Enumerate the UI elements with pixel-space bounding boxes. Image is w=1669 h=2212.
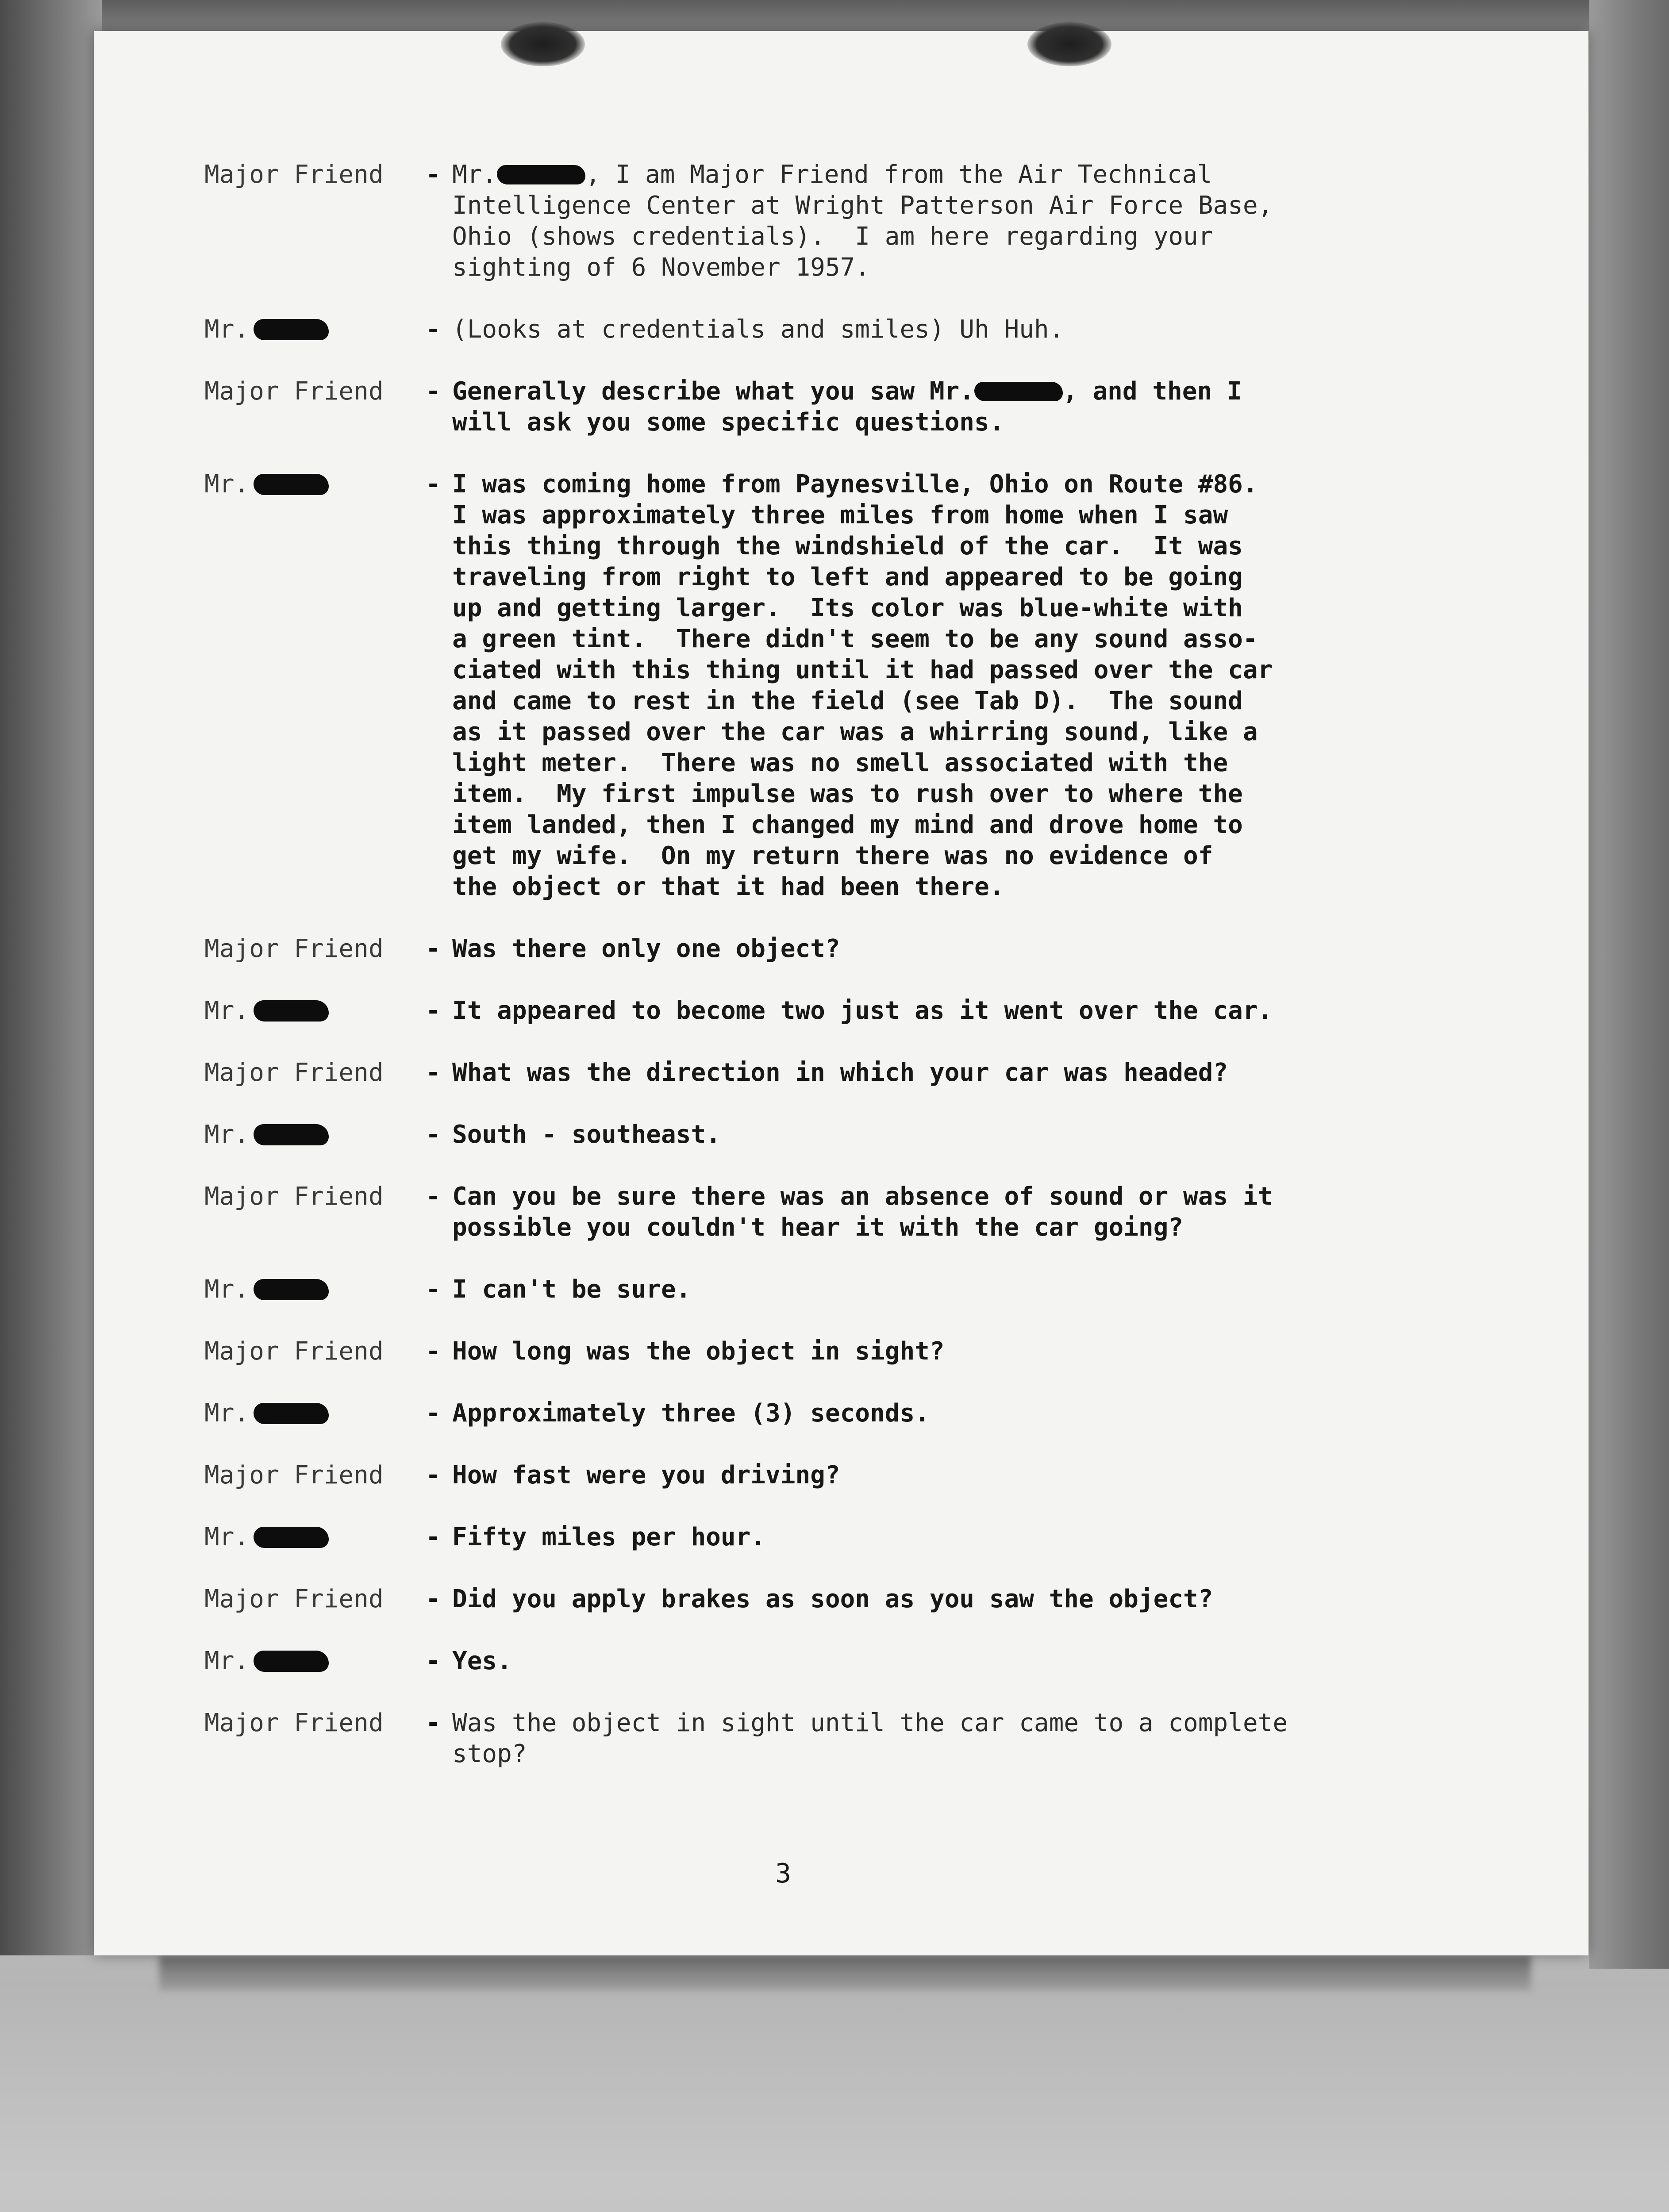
statement-line-text: sighting of 6 November 1957.: [452, 253, 870, 282]
statement-text: [452, 1119, 1488, 1150]
statement-line: [452, 159, 1488, 190]
speaker-label: [204, 995, 426, 1026]
statement-line: [452, 810, 1488, 841]
separator-dash: -: [426, 1461, 441, 1490]
statement-line-text: Can you be sure there was an absence of sound or was it: [452, 1182, 1273, 1211]
statement-line-continuation: , I am Major Friend from the Air Technical: [585, 160, 1212, 189]
statement-line-text: Approximately three (3) seconds.: [452, 1399, 930, 1428]
separator-dash: -: [426, 1275, 441, 1304]
speaker-name: Mr.: [204, 1523, 250, 1551]
statement-text: [452, 1646, 1488, 1677]
speaker-name: Mr.: [204, 996, 250, 1025]
speaker-name: Major Friend: [204, 1461, 384, 1490]
speaker-label: [204, 1398, 426, 1429]
statement-line: [452, 1739, 1488, 1770]
speaker-label: [204, 159, 426, 190]
speaker-label: [204, 1057, 426, 1088]
transcript-entry: [204, 1057, 1488, 1088]
separator-dash: -: [426, 160, 441, 189]
statement-line-text: will ask you some specific questions.: [452, 408, 1004, 437]
separator-dash: -: [426, 377, 441, 406]
statement-line: [452, 748, 1488, 779]
statement-line: [452, 1646, 1488, 1677]
statement-line-text: ciated with this thing until it had passed over the car: [452, 656, 1273, 684]
statement-line-text: Ohio (shows credentials). I am here regarding your: [452, 222, 1213, 251]
statement-line-text: possible you couldn't hear it with the car going?: [452, 1213, 1184, 1242]
statement-line-text: traveling from right to left and appeared to be going: [452, 563, 1243, 591]
statement-line-text: How fast were you driving?: [452, 1461, 840, 1490]
statement-line-continuation: , and then I: [1063, 377, 1242, 406]
statement-text: [452, 314, 1488, 345]
speaker-name: Major Friend: [204, 1709, 384, 1737]
statement-line-text: Fifty miles per hour.: [452, 1523, 766, 1551]
statement-text: [452, 1181, 1488, 1243]
statement-line: [452, 624, 1488, 655]
separator-dash: -: [426, 934, 441, 963]
transcript-entry: [204, 469, 1488, 902]
statement-line: [452, 407, 1488, 438]
transcript-entry: [204, 314, 1488, 345]
statement-line: [452, 872, 1488, 902]
statement-line-text: I was approximately three miles from home when I saw: [452, 501, 1228, 530]
statement-text: [452, 1336, 1488, 1367]
statement-text: [452, 995, 1488, 1026]
speaker-name: Major Friend: [204, 1058, 384, 1087]
separator-dash: -: [426, 315, 441, 344]
speaker-label: [204, 933, 426, 964]
statement-text: [452, 1708, 1488, 1770]
statement-line: [452, 995, 1488, 1026]
statement-line: [452, 1584, 1488, 1615]
redaction-mark: [254, 1527, 329, 1548]
redaction-mark: [254, 1279, 329, 1300]
redaction-mark: [254, 1403, 329, 1424]
punch-hole-right: [1027, 22, 1111, 66]
statement-line: [452, 655, 1488, 686]
speaker-label: [204, 376, 426, 407]
statement-line-text: I can't be sure.: [452, 1275, 691, 1304]
separator-dash: -: [426, 1120, 441, 1149]
transcript-entry: [204, 1398, 1488, 1429]
statement-text: [452, 1584, 1488, 1615]
statement-line: [452, 190, 1488, 221]
statement-text: [452, 1274, 1488, 1305]
speaker-name: Major Friend: [204, 1337, 384, 1366]
transcript-entry: [204, 1336, 1488, 1367]
redaction-mark: [254, 474, 329, 495]
transcript-entry: [204, 1274, 1488, 1305]
page-shadow: [159, 1955, 1531, 1991]
statement-line: [452, 933, 1488, 964]
statement-line-text: Yes.: [452, 1647, 512, 1675]
page-number: 3: [775, 1858, 792, 1889]
scan-background: [0, 1982, 1669, 2212]
statement-text: [452, 933, 1488, 964]
statement-line: [452, 1522, 1488, 1553]
redaction-mark: [254, 1000, 329, 1022]
speaker-name: Mr.: [204, 1275, 250, 1304]
statement-line: [452, 841, 1488, 872]
speaker-name: Major Friend: [204, 160, 384, 189]
transcript-entry: [204, 995, 1488, 1026]
statement-text: [452, 1398, 1488, 1429]
statement-line-text: item. My first impulse was to rush over to where the: [452, 780, 1243, 808]
statement-text: [452, 469, 1488, 902]
statement-line-text: get my wife. On my return there was no evidence of: [452, 841, 1213, 870]
separator-dash: -: [426, 1647, 441, 1675]
speaker-label: [204, 1460, 426, 1491]
statement-line: [452, 500, 1488, 531]
punch-hole-left: [501, 22, 585, 66]
redaction-mark: [254, 1651, 329, 1672]
transcript-entry: [204, 1522, 1488, 1553]
separator-dash: -: [426, 1399, 441, 1428]
statement-text: [452, 1057, 1488, 1088]
statement-line: [452, 562, 1488, 593]
speaker-name: Mr.: [204, 315, 250, 344]
speaker-label: [204, 1181, 426, 1212]
separator-dash: -: [426, 1337, 441, 1366]
separator-dash: -: [426, 1709, 441, 1737]
document-page: [94, 31, 1588, 1955]
statement-line-text: Intelligence Center at Wright Patterson Air Force Base,: [452, 191, 1273, 220]
statement-line: [452, 1336, 1488, 1367]
statement-line-text: Did you apply brakes as soon as you saw the object?: [452, 1585, 1213, 1613]
speaker-label: [204, 1274, 426, 1305]
statement-line: [452, 1274, 1488, 1305]
speaker-label: [204, 469, 426, 500]
statement-line: [452, 1460, 1488, 1491]
statement-line-text: and came to rest in the field (see Tab D). The sound: [452, 687, 1243, 715]
statement-line-text: What was the direction in which your car was headed?: [452, 1058, 1228, 1087]
statement-line: [452, 1708, 1488, 1739]
speaker-name: Mr.: [204, 1647, 250, 1675]
speaker-name: Mr.: [204, 1399, 250, 1428]
statement-line: [452, 1398, 1488, 1429]
statement-line: [452, 686, 1488, 717]
speaker-label: [204, 1646, 426, 1677]
redaction-mark: [497, 165, 585, 184]
speaker-name: Major Friend: [204, 377, 384, 406]
statement-line-text: (Looks at credentials and smiles) Uh Huh.: [452, 315, 1064, 344]
speaker-label: [204, 1584, 426, 1615]
speaker-name: Mr.: [204, 1120, 250, 1149]
statement-line-text: the object or that it had been there.: [452, 872, 1004, 901]
speaker-name: Mr.: [204, 470, 250, 499]
speaker-label: [204, 314, 426, 345]
statement-line-text: Mr.: [452, 160, 497, 189]
statement-line: [452, 376, 1488, 407]
transcript-entry: [204, 376, 1488, 438]
separator-dash: -: [426, 996, 441, 1025]
statement-line: [452, 469, 1488, 500]
statement-line: [452, 593, 1488, 624]
transcript-entry: [204, 1584, 1488, 1615]
speaker-label: [204, 1522, 426, 1553]
speaker-name: Major Friend: [204, 1585, 384, 1613]
transcript-entry: [204, 1646, 1488, 1677]
separator-dash: -: [426, 470, 441, 499]
statement-line: [452, 1057, 1488, 1088]
statement-line-text: a green tint. There didn't seem to be any sound asso-: [452, 625, 1258, 653]
statement-line-text: Generally describe what you saw Mr.: [452, 377, 975, 406]
separator-dash: -: [426, 1585, 441, 1613]
transcript-entry: [204, 159, 1488, 283]
separator-dash: -: [426, 1523, 441, 1551]
statement-line: [452, 1212, 1488, 1243]
statement-line-text: stop?: [452, 1740, 527, 1768]
statement-line: [452, 314, 1488, 345]
statement-line-text: South - southeast.: [452, 1120, 721, 1149]
separator-dash: -: [426, 1182, 441, 1211]
statement-line: [452, 717, 1488, 748]
statement-text: [452, 159, 1488, 283]
transcript-entry: [204, 1119, 1488, 1150]
statement-line: [452, 779, 1488, 810]
speaker-name: Major Friend: [204, 934, 384, 963]
redaction-mark: [974, 382, 1063, 401]
transcript-entry: [204, 1708, 1488, 1770]
statement-line-text: light meter. There was no smell associated with the: [452, 749, 1228, 777]
transcript-entry: [204, 933, 1488, 964]
statement-text: [452, 1522, 1488, 1553]
interview-transcript: [204, 159, 1488, 1801]
statement-line-text: this thing through the windshield of the car. It was: [452, 532, 1243, 561]
scan-right-edge: [1589, 0, 1669, 1969]
statement-line-text: up and getting larger. Its color was blue-white with: [452, 594, 1243, 622]
redaction-mark: [254, 319, 329, 340]
statement-line-text: How long was the object in sight?: [452, 1337, 945, 1366]
statement-line-text: It appeared to become two just as it went over the car.: [452, 996, 1273, 1025]
transcript-entry: [204, 1181, 1488, 1243]
transcript-entry: [204, 1460, 1488, 1491]
statement-line-text: Was there only one object?: [452, 934, 840, 963]
statement-text: [452, 1460, 1488, 1491]
statement-line: [452, 531, 1488, 562]
speaker-label: [204, 1336, 426, 1367]
statement-line-text: Was the object in sight until the car came to a complete: [452, 1709, 1288, 1737]
statement-line-text: I was coming home from Paynesville, Ohio on Route #86.: [452, 470, 1258, 499]
statement-line: [452, 221, 1488, 252]
statement-line-text: item landed, then I changed my mind and drove home to: [452, 810, 1243, 839]
redaction-mark: [254, 1124, 329, 1145]
statement-line: [452, 252, 1488, 283]
statement-text: [452, 376, 1488, 438]
statement-line: [452, 1181, 1488, 1212]
statement-line-text: as it passed over the car was a whirring sound, like a: [452, 718, 1258, 746]
separator-dash: -: [426, 1058, 441, 1087]
speaker-name: Major Friend: [204, 1182, 384, 1211]
speaker-label: [204, 1119, 426, 1150]
statement-line: [452, 1119, 1488, 1150]
scan-left-edge: [0, 0, 102, 1955]
speaker-label: [204, 1708, 426, 1739]
